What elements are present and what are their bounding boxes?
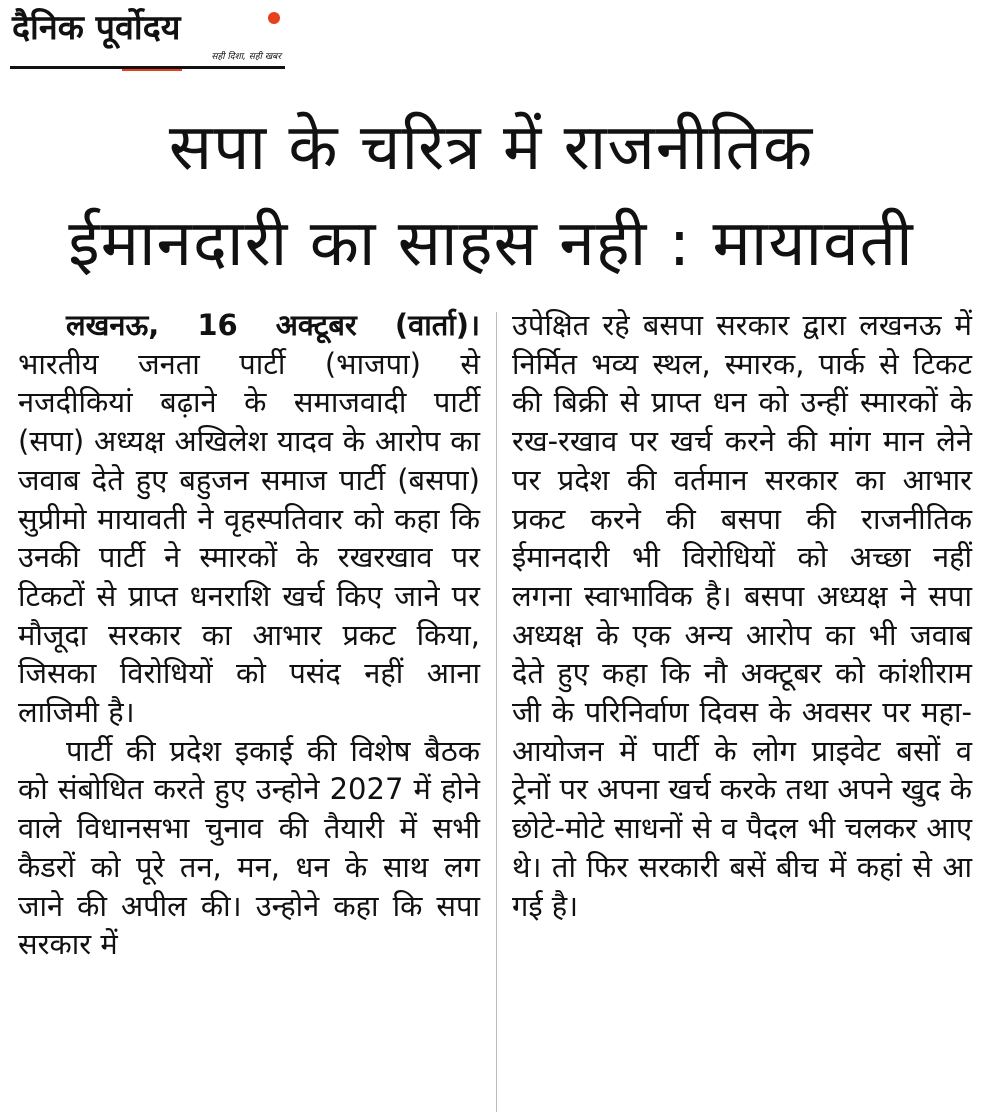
paragraph-2: पार्टी की प्रदेश इकाई की विशेष बैठक को संबोधित करते हुए उन्होने 2027 में होने वाले विधानसभा चुनाव की तैयारी में सभी कैडरों को पूरे तन, मन, धन के साथ लग जाने की अपील की। उन्होने कहा कि सपा सरकार में	[18, 733, 480, 962]
article-headline	[0, 100, 982, 292]
article-column-right	[512, 306, 972, 925]
paragraph-1	[18, 306, 480, 732]
masthead	[10, 6, 285, 72]
column-divider	[496, 312, 497, 1112]
dateline: लखनऊ, 16 अक्टूबर (वार्ता)।	[66, 308, 480, 342]
newspaper-logo: दैनिक पूर्वोदय	[12, 8, 181, 48]
newspaper-tagline: सही दिशा, सही खबर	[211, 52, 281, 62]
paragraph-3: उपेक्षित रहे बसपा सरकार द्वारा लखनऊ में निर्मित भव्य स्थल, स्मारक, पार्क से टिकट की बिक्री से प्राप्त धन को उन्हीं स्मारकों के रख-रखाव पर खर्च करने की मांग मान लेने पर प्रदेश की वर्तमान सरकार का आभार प्रकट करने की बसपा की राजनीतिक ईमानदारी भी विरोधियों को अच्छा नहीं लगना स्वाभाविक है। बसपा अध्यक्ष ने सपा अध्यक्ष के एक अन्य आरोप का भी जवाब देते हुए कहा कि नौ अक्टूबर को कांशीराम जी के परिनिर्वाण दिवस के अवसर पर महा-आयोजन में पार्टी के लोग प्राइवेट बसों व ट्रेनों पर अपना खर्च करके तथा अपने खुद के छोटे-मोटे साधनों से व पैदल भी चलकर आए थे। तो फिर सरकारी बसें बीच में कहां से आ गई है।	[512, 308, 972, 923]
article-column-left	[18, 306, 480, 964]
headline-line-1: सपा के चरित्र में राजनीतिक	[168, 111, 814, 185]
paragraph-1-text: भारतीय जनता पार्टी (भाजपा) से नजदीकियां बढ़ाने के समाजवादी पार्टी (सपा) अध्यक्ष अखिलेश यादव के आरोप का जवाब देते हुए बहुजन समाज पार्टी (बसपा) सुप्रीमो मायावती ने वृहस्पतिवार को कहा कि उनकी पार्टी ने स्मारकों के रखरखाव पर टिकटों से प्राप्त धनराशि खर्च किए जाने पर मौजूदा सरकार का आभार प्रकट किया, जिसका विरोधियों को पसंद नहीं आना लाजिमी है।	[18, 346, 480, 730]
logo-dot-icon	[268, 12, 280, 24]
masthead-accent-rule	[122, 69, 182, 71]
headline-line-2: ईमानदारी का साहस नही : मायावती	[68, 207, 914, 281]
